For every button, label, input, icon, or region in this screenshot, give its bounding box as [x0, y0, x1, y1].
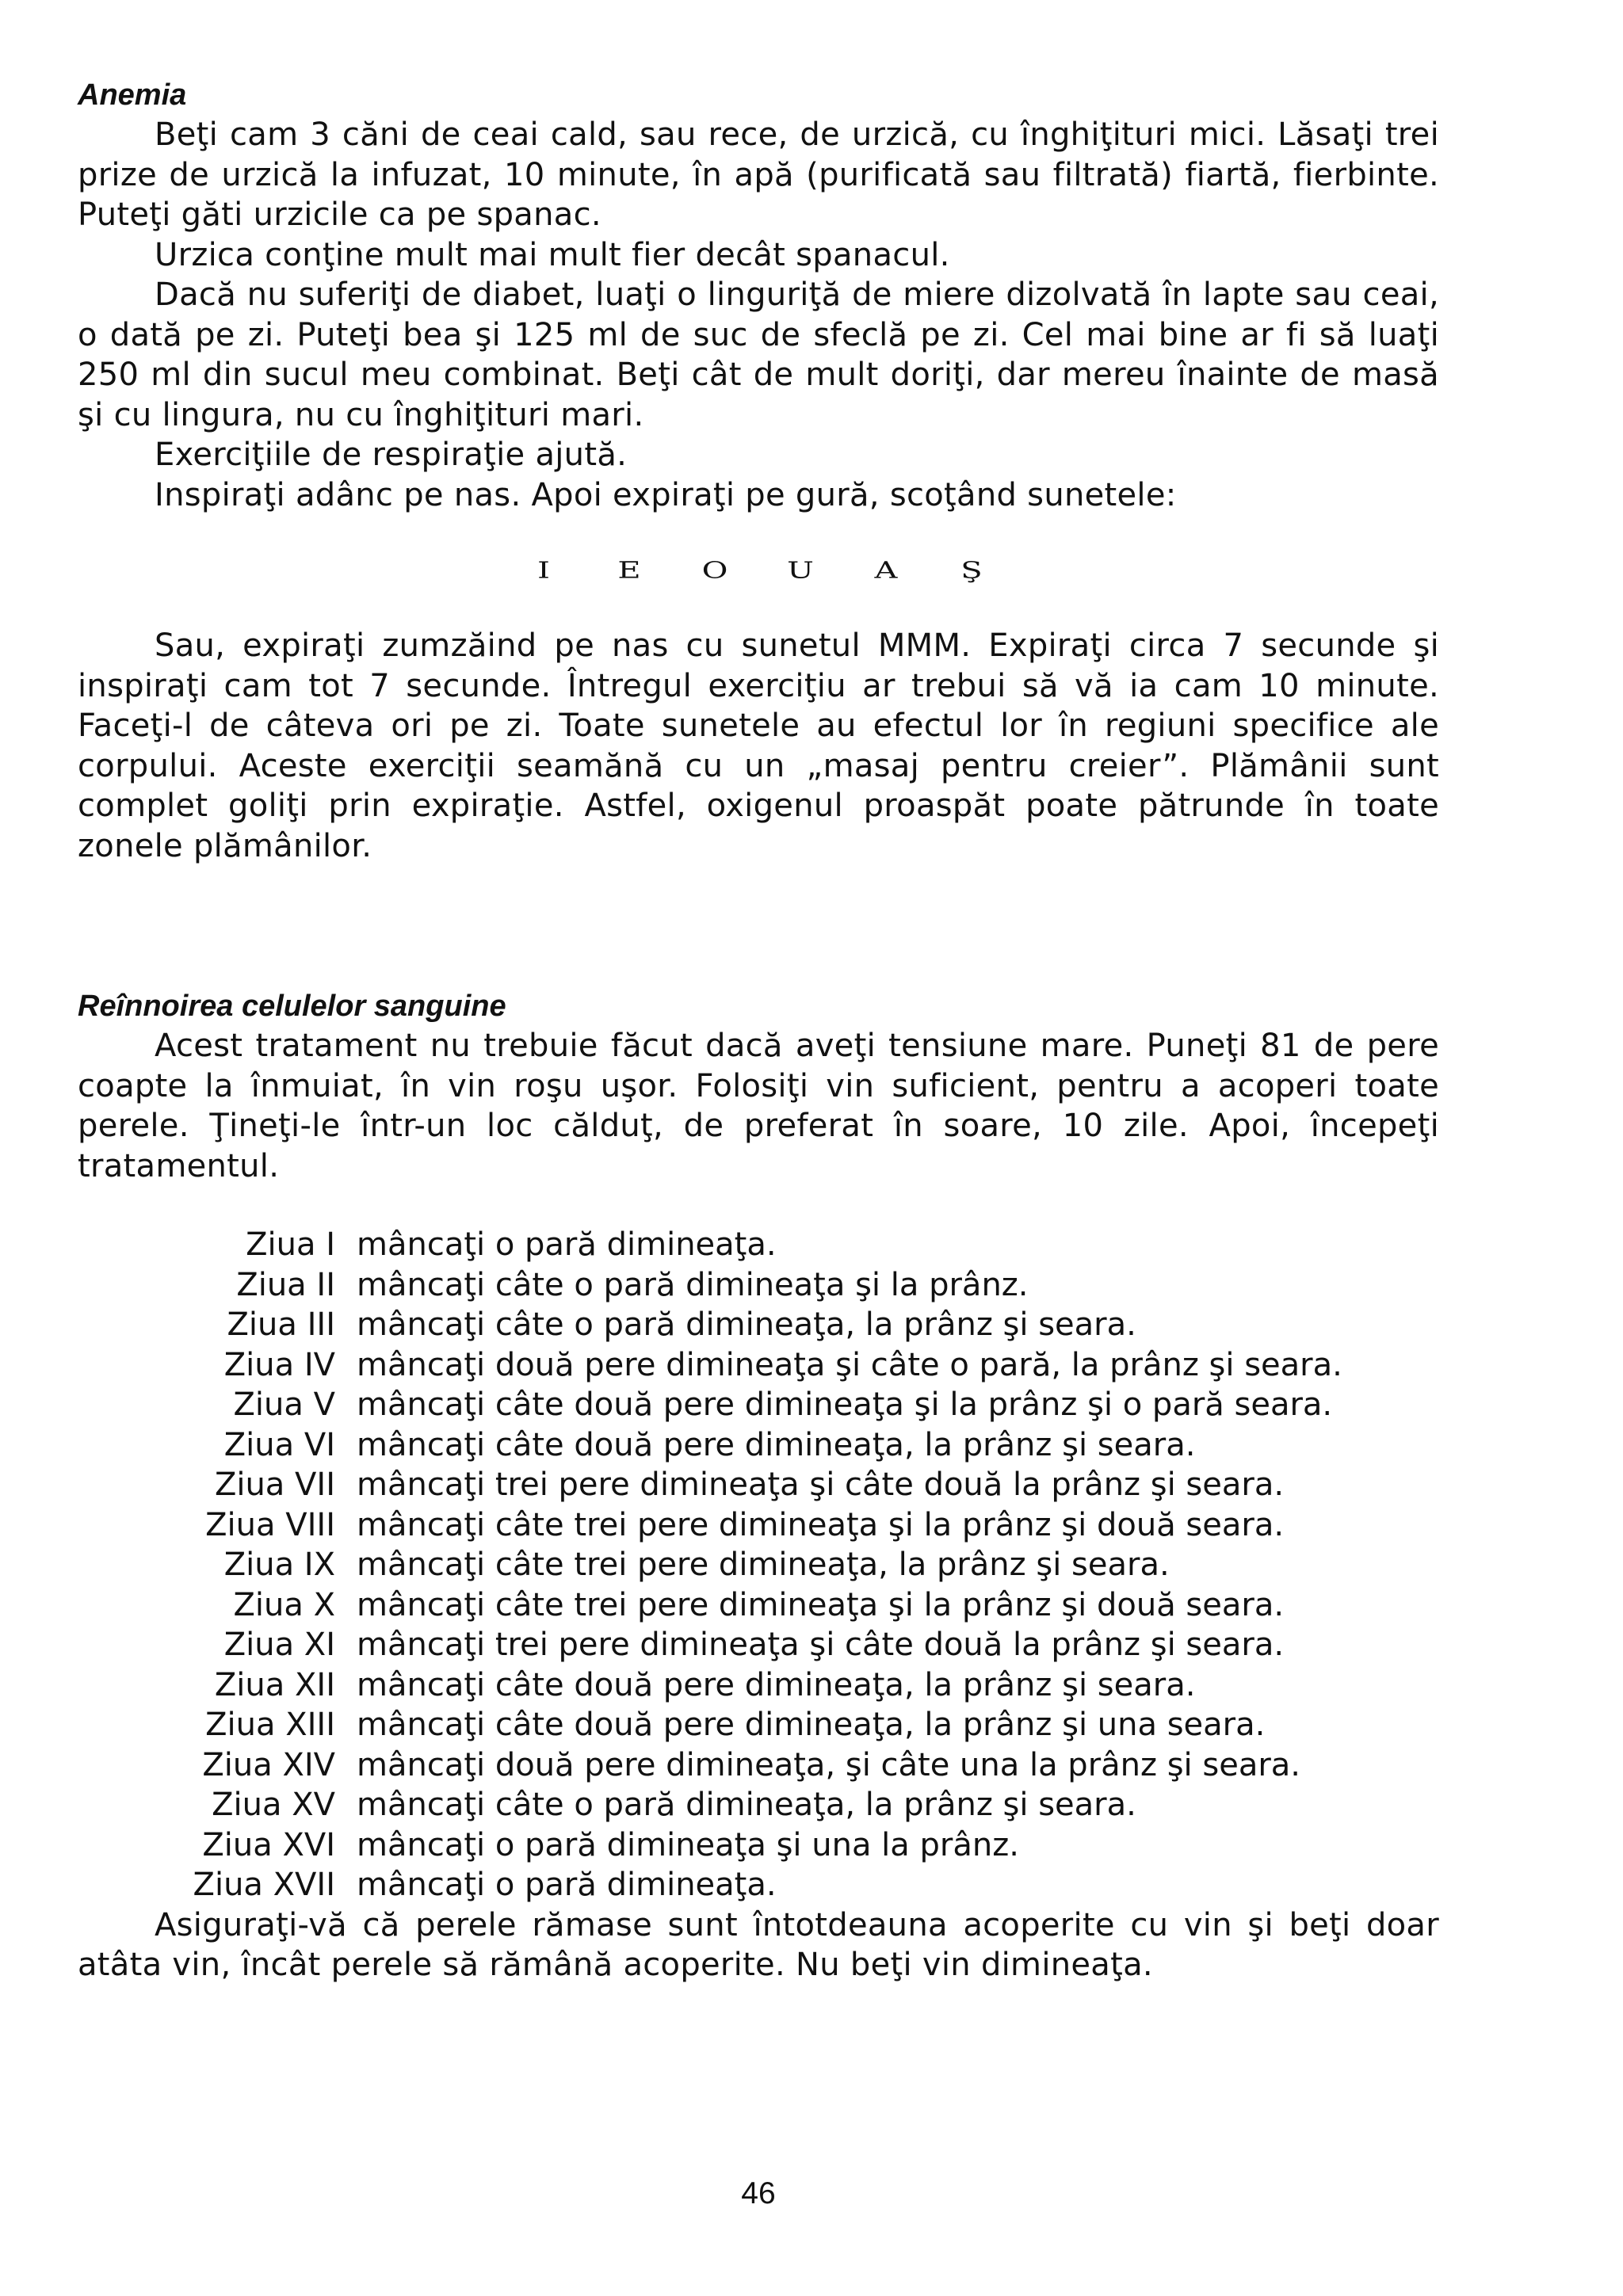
schedule-day-label: Ziua XVII — [193, 1867, 335, 1903]
schedule-day-label: Ziua VIII — [205, 1506, 335, 1543]
renewal-intro-paragraph: Acest tratament nu trebuie făcut dacă aveţi tensiune mare. Puneţi 81 de pere coapte la înmuiat, în vin roşu uşor. Folosiţi vin suficient, pentru a acoperi toate perele. Ţineţi-le într-un loc călduţ, de preferat în soare, 10 zile. Apoi, începeţi tratamentul. — [78, 1028, 1439, 1184]
schedule-instruction: mâncaţi câte trei pere dimineaţa şi la prânz şi două seara. — [357, 1506, 1285, 1543]
schedule-day-label: Ziua VI — [223, 1426, 335, 1463]
sound-letter: I — [537, 557, 552, 584]
schedule-instruction: mâncaţi două pere dimineaţa şi câte o pară, la prânz şi seara. — [357, 1346, 1342, 1383]
schedule-day-label: Ziua X — [233, 1586, 335, 1623]
sound-letter: U — [787, 557, 815, 584]
schedule-instruction: mâncaţi trei pere dimineaţa şi câte două la prânz şi seara. — [357, 1466, 1285, 1503]
sound-letter: E — [617, 557, 643, 584]
schedule-day-label: Ziua V — [233, 1386, 335, 1423]
schedule-row — [78, 1425, 1342, 1466]
schedule-row — [78, 1665, 1342, 1706]
schedule-row — [78, 1385, 1342, 1425]
page-number: 46 — [741, 2176, 776, 2210]
schedule-instruction: mâncaţi o pară dimineaţa şi una la prânz. — [357, 1826, 1019, 1863]
schedule-instruction: mâncaţi două pere dimineaţa, şi câte una la prânz şi seara. — [357, 1746, 1301, 1783]
schedule-instruction: mâncaţi trei pere dimineaţa şi câte două la prânz şi seara. — [357, 1627, 1285, 1663]
anemia-paragraph-iron: Urzica conţine mult mai mult fier decât spanacul. — [155, 236, 950, 273]
sound-letter: O — [701, 557, 730, 584]
schedule-day-label: Ziua IX — [223, 1547, 335, 1583]
schedule-row — [78, 1865, 1342, 1905]
schedule-day-label: Ziua IV — [223, 1346, 335, 1383]
schedule-row — [78, 1705, 1342, 1745]
schedule-row — [78, 1825, 1342, 1866]
schedule-day-label: Ziua XV — [212, 1787, 335, 1823]
section-title-anemia: Anemia — [78, 78, 187, 112]
anemia-paragraph-tea: Beţi cam 3 căni de ceai cald, sau rece, de urzică, cu înghiţituri mici. Lăsaţi trei prize de urzică la infuzat, 10 minute, în apă (purificată sau filtrată) fiartă, fierbinte. Puteţi găti urzicile ca pe spanac. — [78, 116, 1439, 233]
schedule-row — [78, 1465, 1342, 1505]
schedule-day-label: Ziua XVI — [202, 1826, 335, 1863]
schedule-day-label: Ziua XIV — [202, 1746, 335, 1783]
anemia-paragraph-inhale: Inspiraţi adânc pe nas. Apoi expiraţi pe gură, scoţând sunetele: — [155, 476, 1177, 513]
schedule-row — [78, 1305, 1342, 1345]
schedule-day-label: Ziua III — [227, 1306, 335, 1343]
treatment-schedule — [78, 1225, 1342, 1905]
page-content — [78, 75, 1439, 1985]
schedule-instruction: mâncaţi câte două pere dimineaţa şi la prânz şi o pară seara. — [357, 1386, 1333, 1423]
schedule-instruction: mâncaţi câte o pară dimineaţa, la prânz şi seara. — [357, 1787, 1136, 1823]
vowel-sounds-row — [78, 553, 1439, 587]
renewal-closing-paragraph: Asiguraţi-vă că perele rămase sunt întotdeauna acoperite cu vin şi beţi doar atâta vin, încât perele să rămână acoperite. Nu beţi vin dimineaţa. — [78, 1906, 1439, 1983]
schedule-row — [78, 1785, 1342, 1825]
section-spacer — [78, 866, 1439, 986]
schedule-day-label: Ziua XI — [223, 1627, 335, 1663]
schedule-instruction: mâncaţi câte trei pere dimineaţa şi la prânz şi două seara. — [357, 1586, 1285, 1623]
schedule-day-label: Ziua I — [246, 1226, 335, 1263]
schedule-day-label: Ziua XII — [214, 1666, 335, 1703]
schedule-instruction: mâncaţi o pară dimineaţa. — [357, 1867, 777, 1903]
schedule-row — [78, 1225, 1342, 1265]
schedule-row — [78, 1345, 1342, 1386]
schedule-instruction: mâncaţi câte două pere dimineaţa, la prânz şi una seara. — [357, 1707, 1266, 1743]
schedule-day-label: Ziua II — [236, 1266, 335, 1303]
schedule-row — [78, 1265, 1342, 1306]
schedule-day-label: Ziua XIII — [205, 1707, 335, 1743]
schedule-instruction: mâncaţi o pară dimineaţa. — [357, 1226, 777, 1263]
anemia-paragraph-humming: Sau, expiraţi zumzăind pe nas cu sunetul MMM. Expiraţi circa 7 secunde şi inspiraţi cam tot 7 secunde. Întregul exerciţiu ar trebui să vă ia cam 10 minute. Faceţi-l de câteva ori pe zi. Toate sunetele au efectul lor în regiuni specifice ale corpului. Aceste exerciţii seamănă cu un „masaj pentru creier”. Plămânii sunt complet goliţi prin expiraţie. Astfel, oxigenul proaspăt poate pătrunde în toate zonele plămânilor. — [78, 627, 1439, 864]
section-title-renewal: Reînnoirea celulelor sanguine — [78, 990, 506, 1023]
schedule-instruction: mâncaţi câte două pere dimineaţa, la prânz şi seara. — [357, 1666, 1196, 1703]
schedule-instruction: mâncaţi câte o pară dimineaţa, la prânz şi seara. — [357, 1306, 1136, 1343]
anemia-paragraph-breathing: Exerciţiile de respiraţie ajută. — [155, 437, 628, 473]
schedule-day-label: Ziua VII — [214, 1466, 335, 1503]
schedule-row — [78, 1585, 1342, 1626]
schedule-instruction: mâncaţi câte trei pere dimineaţa, la prânz şi seara. — [357, 1547, 1170, 1583]
sound-letter: Ş — [960, 557, 984, 584]
schedule-row — [78, 1745, 1342, 1786]
schedule-instruction: mâncaţi câte două pere dimineaţa, la prânz şi seara. — [357, 1426, 1196, 1463]
anemia-paragraph-honey: Dacă nu suferiţi de diabet, luaţi o linguriţă de miere dizolvată în lapte sau ceai, o dată pe zi. Puteţi bea şi 125 ml de suc de sfeclă pe zi. Cel mai bine ar fi să luaţi 250 ml din sucul meu combinat. Beţi cât de mult doriţi, dar mereu înainte de masă şi cu lingura, nu cu înghiţituri mari. — [78, 277, 1439, 433]
schedule-row — [78, 1625, 1342, 1665]
schedule-instruction: mâncaţi câte o pară dimineaţa şi la prânz. — [357, 1266, 1029, 1303]
sound-letter: A — [874, 557, 899, 584]
schedule-row — [78, 1505, 1342, 1546]
schedule-row — [78, 1545, 1342, 1585]
